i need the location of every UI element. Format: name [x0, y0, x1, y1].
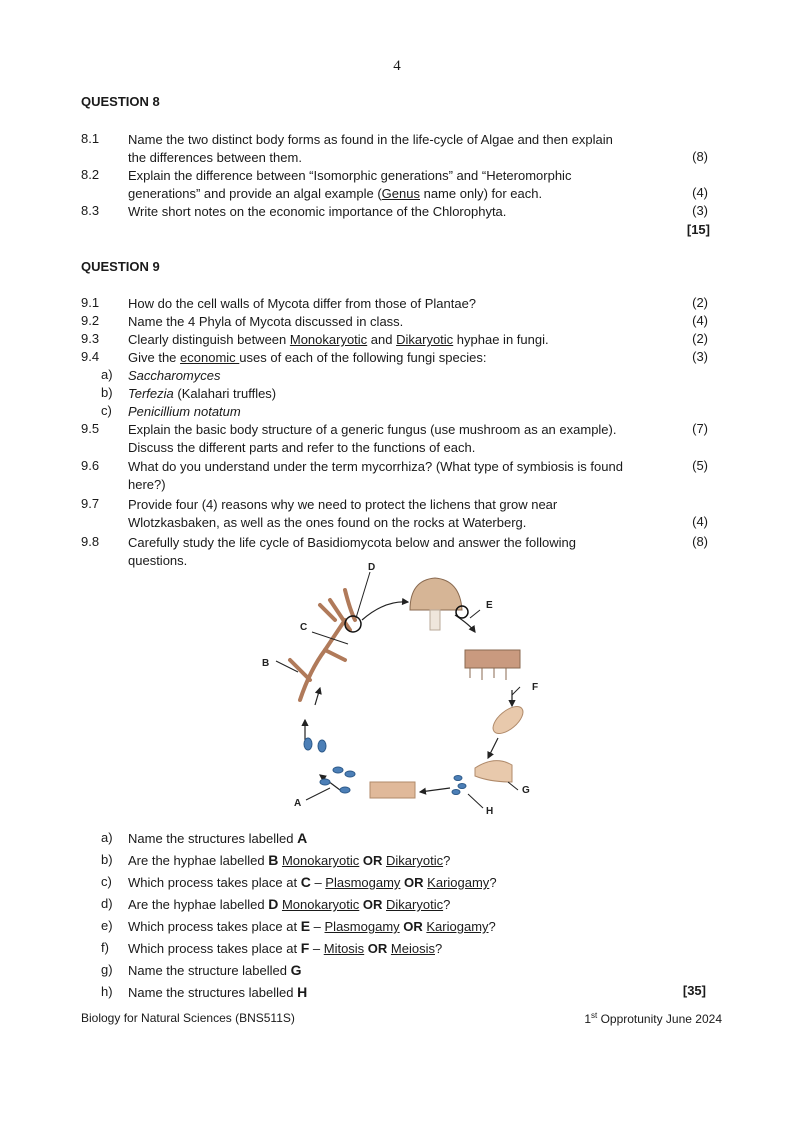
q9-6-mark: (5)	[692, 458, 708, 473]
label-h: H	[486, 806, 494, 817]
question-8-heading: QUESTION 8	[81, 94, 160, 109]
question-9-heading: QUESTION 9	[81, 259, 160, 274]
q9-7-mark: (4)	[692, 514, 708, 529]
q9-8-b-text: Are the hyphae labelled B Monokaryotic OR Dikaryotic?	[128, 852, 451, 868]
mushroom-illustration	[410, 578, 468, 630]
q9-8-g-letter: g)	[101, 962, 113, 977]
q9-4-b-text: Terfezia (Kalahari truffles)	[128, 386, 277, 401]
q9-5-text: Explain the basic body structure of a generic fungus (use mushroom as an example). Discuss the different parts and refer to the functions of each.	[128, 422, 617, 455]
q9-8-a-letter: a)	[101, 830, 113, 845]
footer-course: Biology for Natural Sciences (BNS511S)	[81, 1011, 295, 1025]
q9-8-h-letter: h)	[101, 984, 113, 999]
q9-4-c-text: Penicillium notatum	[128, 404, 241, 419]
q9-5-number: 9.5	[81, 421, 100, 436]
basidium-spores-illustration	[475, 761, 512, 782]
label-e: E	[486, 600, 493, 611]
basidiomycota-life-cycle-diagram	[250, 560, 560, 820]
label-a: A	[294, 798, 302, 809]
q9-8-mark: (8)	[692, 534, 708, 549]
q9-1-mark: (2)	[692, 295, 708, 310]
q8-2-text	[128, 167, 668, 203]
q8-3-number: 8.3	[81, 203, 100, 218]
q8-2-line1: Explain the difference between “Isomorphic generations” and “Heteromorphic	[128, 168, 572, 183]
q8-1-line1: Name the two distinct body forms as found in the life-cycle of Algae and then explain	[128, 132, 613, 147]
q9-8-d-letter: d)	[101, 896, 113, 911]
label-f: F	[532, 682, 539, 693]
q9-8-h-text: Name the structures labelled H	[128, 984, 308, 1000]
q9-total: [35]	[682, 983, 706, 998]
q8-total: [15]	[686, 222, 710, 237]
q9-4-text: Give the economic uses of each of the following fungi species:	[128, 350, 487, 365]
q9-1-text: How do the cell walls of Mycota differ from those of Plantae?	[128, 296, 477, 311]
label-g: G	[522, 785, 530, 796]
spores-a	[320, 767, 355, 793]
q9-8-g-text: Name the structure labelled G	[128, 962, 302, 978]
q8-1-mark: (8)	[692, 149, 708, 164]
q9-8-c-letter: c)	[101, 874, 112, 889]
q9-6-text: What do you understand under the term mycorrhiza? (What type of symbiosis is found here?)	[128, 459, 623, 492]
q8-1-line2: the differences between them.	[128, 150, 302, 165]
q8-3-mark: (3)	[692, 203, 708, 218]
q9-8-f-text: Which process takes place at F – Mitosis OR Meiosis?	[128, 940, 443, 956]
q9-8-number: 9.8	[81, 534, 100, 549]
q8-2-line2: generations” and provide an algal example (Genus name only) for each.	[128, 186, 543, 201]
q9-4-mark: (3)	[692, 349, 708, 364]
q9-2-mark: (4)	[692, 313, 708, 328]
q8-1-text	[128, 131, 668, 167]
q9-2-text: Name the 4 Phyla of Mycota discussed in class.	[128, 314, 404, 329]
basidium-nuclei-illustration	[488, 702, 527, 739]
q8-1-number: 8.1	[81, 131, 100, 146]
q9-5-mark: (7)	[692, 421, 708, 436]
gills-illustration	[465, 650, 520, 680]
q9-4-a-letter: a)	[101, 367, 113, 382]
q9-4-b-letter: b)	[101, 385, 113, 400]
q9-2-number: 9.2	[81, 313, 100, 328]
q9-8-e-text: Which process takes place at E – Plasmogamy OR Kariogamy?	[128, 918, 496, 934]
hyphae-illustration	[290, 590, 355, 700]
q9-4-c-letter: c)	[101, 403, 112, 418]
footer-opportunity: 1st Opprotunity June 2024	[584, 1011, 722, 1026]
q9-4-number: 9.4	[81, 349, 100, 364]
q9-7-text: Provide four (4) reasons why we need to protect the lichens that grow near Wlotzkasbaken, as well as the ones found on the rocks at Waterberg.	[128, 497, 558, 530]
page-number: 4	[393, 58, 401, 74]
q9-3-number: 9.3	[81, 331, 100, 346]
q9-8-d-text: Are the hyphae labelled D Monokaryotic OR Dikaryotic?	[128, 896, 451, 912]
q9-7-number: 9.7	[81, 496, 100, 511]
q8-2-mark: (4)	[692, 185, 708, 200]
germinating-spores	[304, 738, 326, 752]
q8-2-number: 8.2	[81, 167, 100, 182]
q9-8-f-letter: f)	[101, 940, 109, 955]
q9-1-number: 9.1	[81, 295, 100, 310]
q9-8-a-text: Name the structures labelled A	[128, 830, 308, 846]
q9-8-c-text: Which process takes place at C – Plasmogamy OR Kariogamy?	[128, 874, 497, 890]
genus-underlined: Genus	[381, 186, 420, 201]
q9-6-number: 9.6	[81, 458, 100, 473]
q9-3-mark: (2)	[692, 331, 708, 346]
germinating-spore-illustration	[370, 782, 415, 798]
label-b: B	[262, 658, 270, 669]
basidiospores-h	[452, 776, 466, 795]
q9-8-b-letter: b)	[101, 852, 113, 867]
label-d: D	[368, 562, 376, 573]
label-c: C	[300, 622, 308, 633]
q9-4-a-text: Saccharomyces	[128, 368, 221, 383]
q9-3-text: Clearly distinguish between Monokaryotic and Dikaryotic hyphae in fungi.	[128, 332, 549, 347]
q8-3-text: Write short notes on the economic importance of the Chlorophyta.	[128, 204, 507, 219]
q9-8-e-letter: e)	[101, 918, 113, 933]
q9-8-text: Carefully study the life cycle of Basidiomycota below and answer the following questions.	[128, 535, 577, 568]
